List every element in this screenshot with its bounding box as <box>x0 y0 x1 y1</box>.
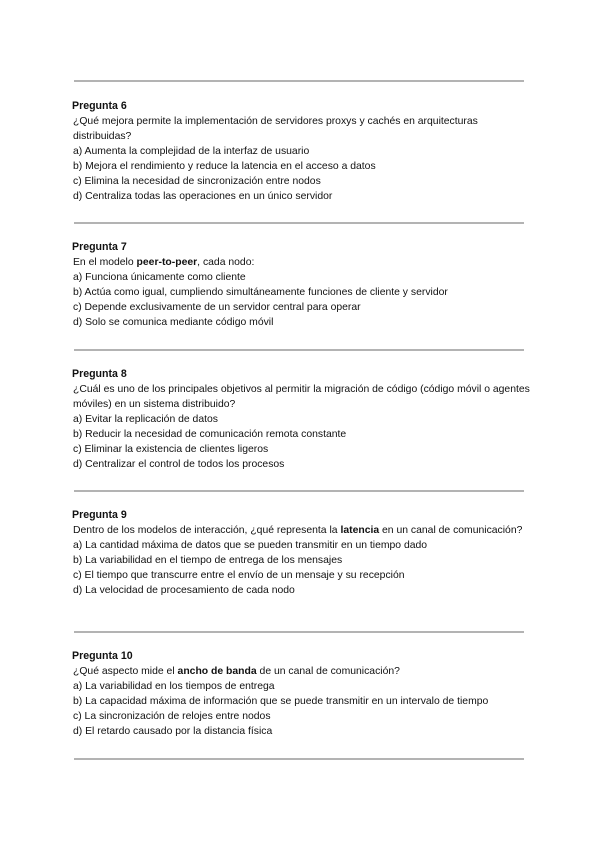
question-title: Pregunta 10 <box>72 650 133 662</box>
option-d: d) Solo se comunica mediante código móvil <box>73 317 274 328</box>
option-a: a) La cantidad máxima de datos que se pueden transmitir en un tiempo dado <box>73 540 428 551</box>
question-8 <box>72 367 532 472</box>
option-c: c) Depende exclusivamente de un servidor central para operar <box>73 302 361 313</box>
question-6 <box>72 99 532 204</box>
option-b: b) Reducir la necesidad de comunicación remota constante <box>73 429 347 440</box>
question-text-emphasis: latencia <box>340 525 380 536</box>
question-title: Pregunta 9 <box>72 509 127 521</box>
option-d: d) El retardo causado por la distancia física <box>73 726 273 737</box>
option-a: a) Evitar la replicación de datos <box>73 414 218 425</box>
question-text-part: en un canal de comunicación? <box>379 525 523 536</box>
divider <box>74 349 524 351</box>
question-title: Pregunta 6 <box>72 100 127 112</box>
question-title: Pregunta 7 <box>72 241 127 253</box>
option-b: b) La capacidad máxima de información que se puede transmitir en un intervalo de tiempo <box>73 696 489 707</box>
divider <box>74 80 524 82</box>
option-d: d) Centraliza todas las operaciones en un único servidor <box>73 191 333 202</box>
question-text-part: de un canal de comunicación? <box>256 666 400 677</box>
question-text: ¿Cuál es uno de los principales objetivos al permitir la migración de código (código móvil o agentes móviles) en un sistema distribuido? <box>73 384 530 410</box>
option-b: b) La variabilidad en el tiempo de entrega de los mensajes <box>73 555 343 566</box>
option-a: a) Funciona únicamente como cliente <box>73 272 246 283</box>
option-c: c) La sincronización de relojes entre nodos <box>73 711 271 722</box>
divider <box>74 758 524 760</box>
divider <box>74 631 524 633</box>
option-c: c) Elimina la necesidad de sincronización entre nodos <box>73 176 321 187</box>
option-a: a) La variabilidad en los tiempos de entrega <box>73 681 275 692</box>
option-c: c) El tiempo que transcurre entre el envío de un mensaje y su recepción <box>73 570 405 581</box>
question-title: Pregunta 8 <box>72 368 127 380</box>
question-text <box>72 664 532 679</box>
divider <box>74 222 524 224</box>
question-9 <box>72 508 532 598</box>
question-text <box>72 255 532 270</box>
option-d: d) La velocidad de procesamiento de cada nodo <box>73 585 295 596</box>
question-text-part: Dentro de los modelos de interacción, ¿qué representa la <box>73 525 341 536</box>
question-text: ¿Qué mejora permite la implementación de servidores proxys y cachés en arquitecturas distribuidas? <box>73 116 478 142</box>
question-text-part: ¿Qué aspecto mide el <box>73 666 178 677</box>
question-text-emphasis: peer-to-peer <box>136 257 198 268</box>
question-text-emphasis: ancho de banda <box>177 666 257 677</box>
question-text-part: En el modelo <box>73 257 137 268</box>
divider <box>74 490 524 492</box>
option-b: b) Actúa como igual, cumpliendo simultáneamente funciones de cliente y servidor <box>73 287 448 298</box>
option-a: a) Aumenta la complejidad de la interfaz de usuario <box>73 146 310 157</box>
question-text-part: , cada nodo: <box>197 257 255 268</box>
question-7 <box>72 240 532 330</box>
question-10 <box>72 649 532 739</box>
option-d: d) Centralizar el control de todos los procesos <box>73 459 285 470</box>
option-b: b) Mejora el rendimiento y reduce la latencia en el acceso a datos <box>73 161 376 172</box>
option-c: c) Eliminar la existencia de clientes ligeros <box>73 444 269 455</box>
question-text <box>72 523 532 538</box>
